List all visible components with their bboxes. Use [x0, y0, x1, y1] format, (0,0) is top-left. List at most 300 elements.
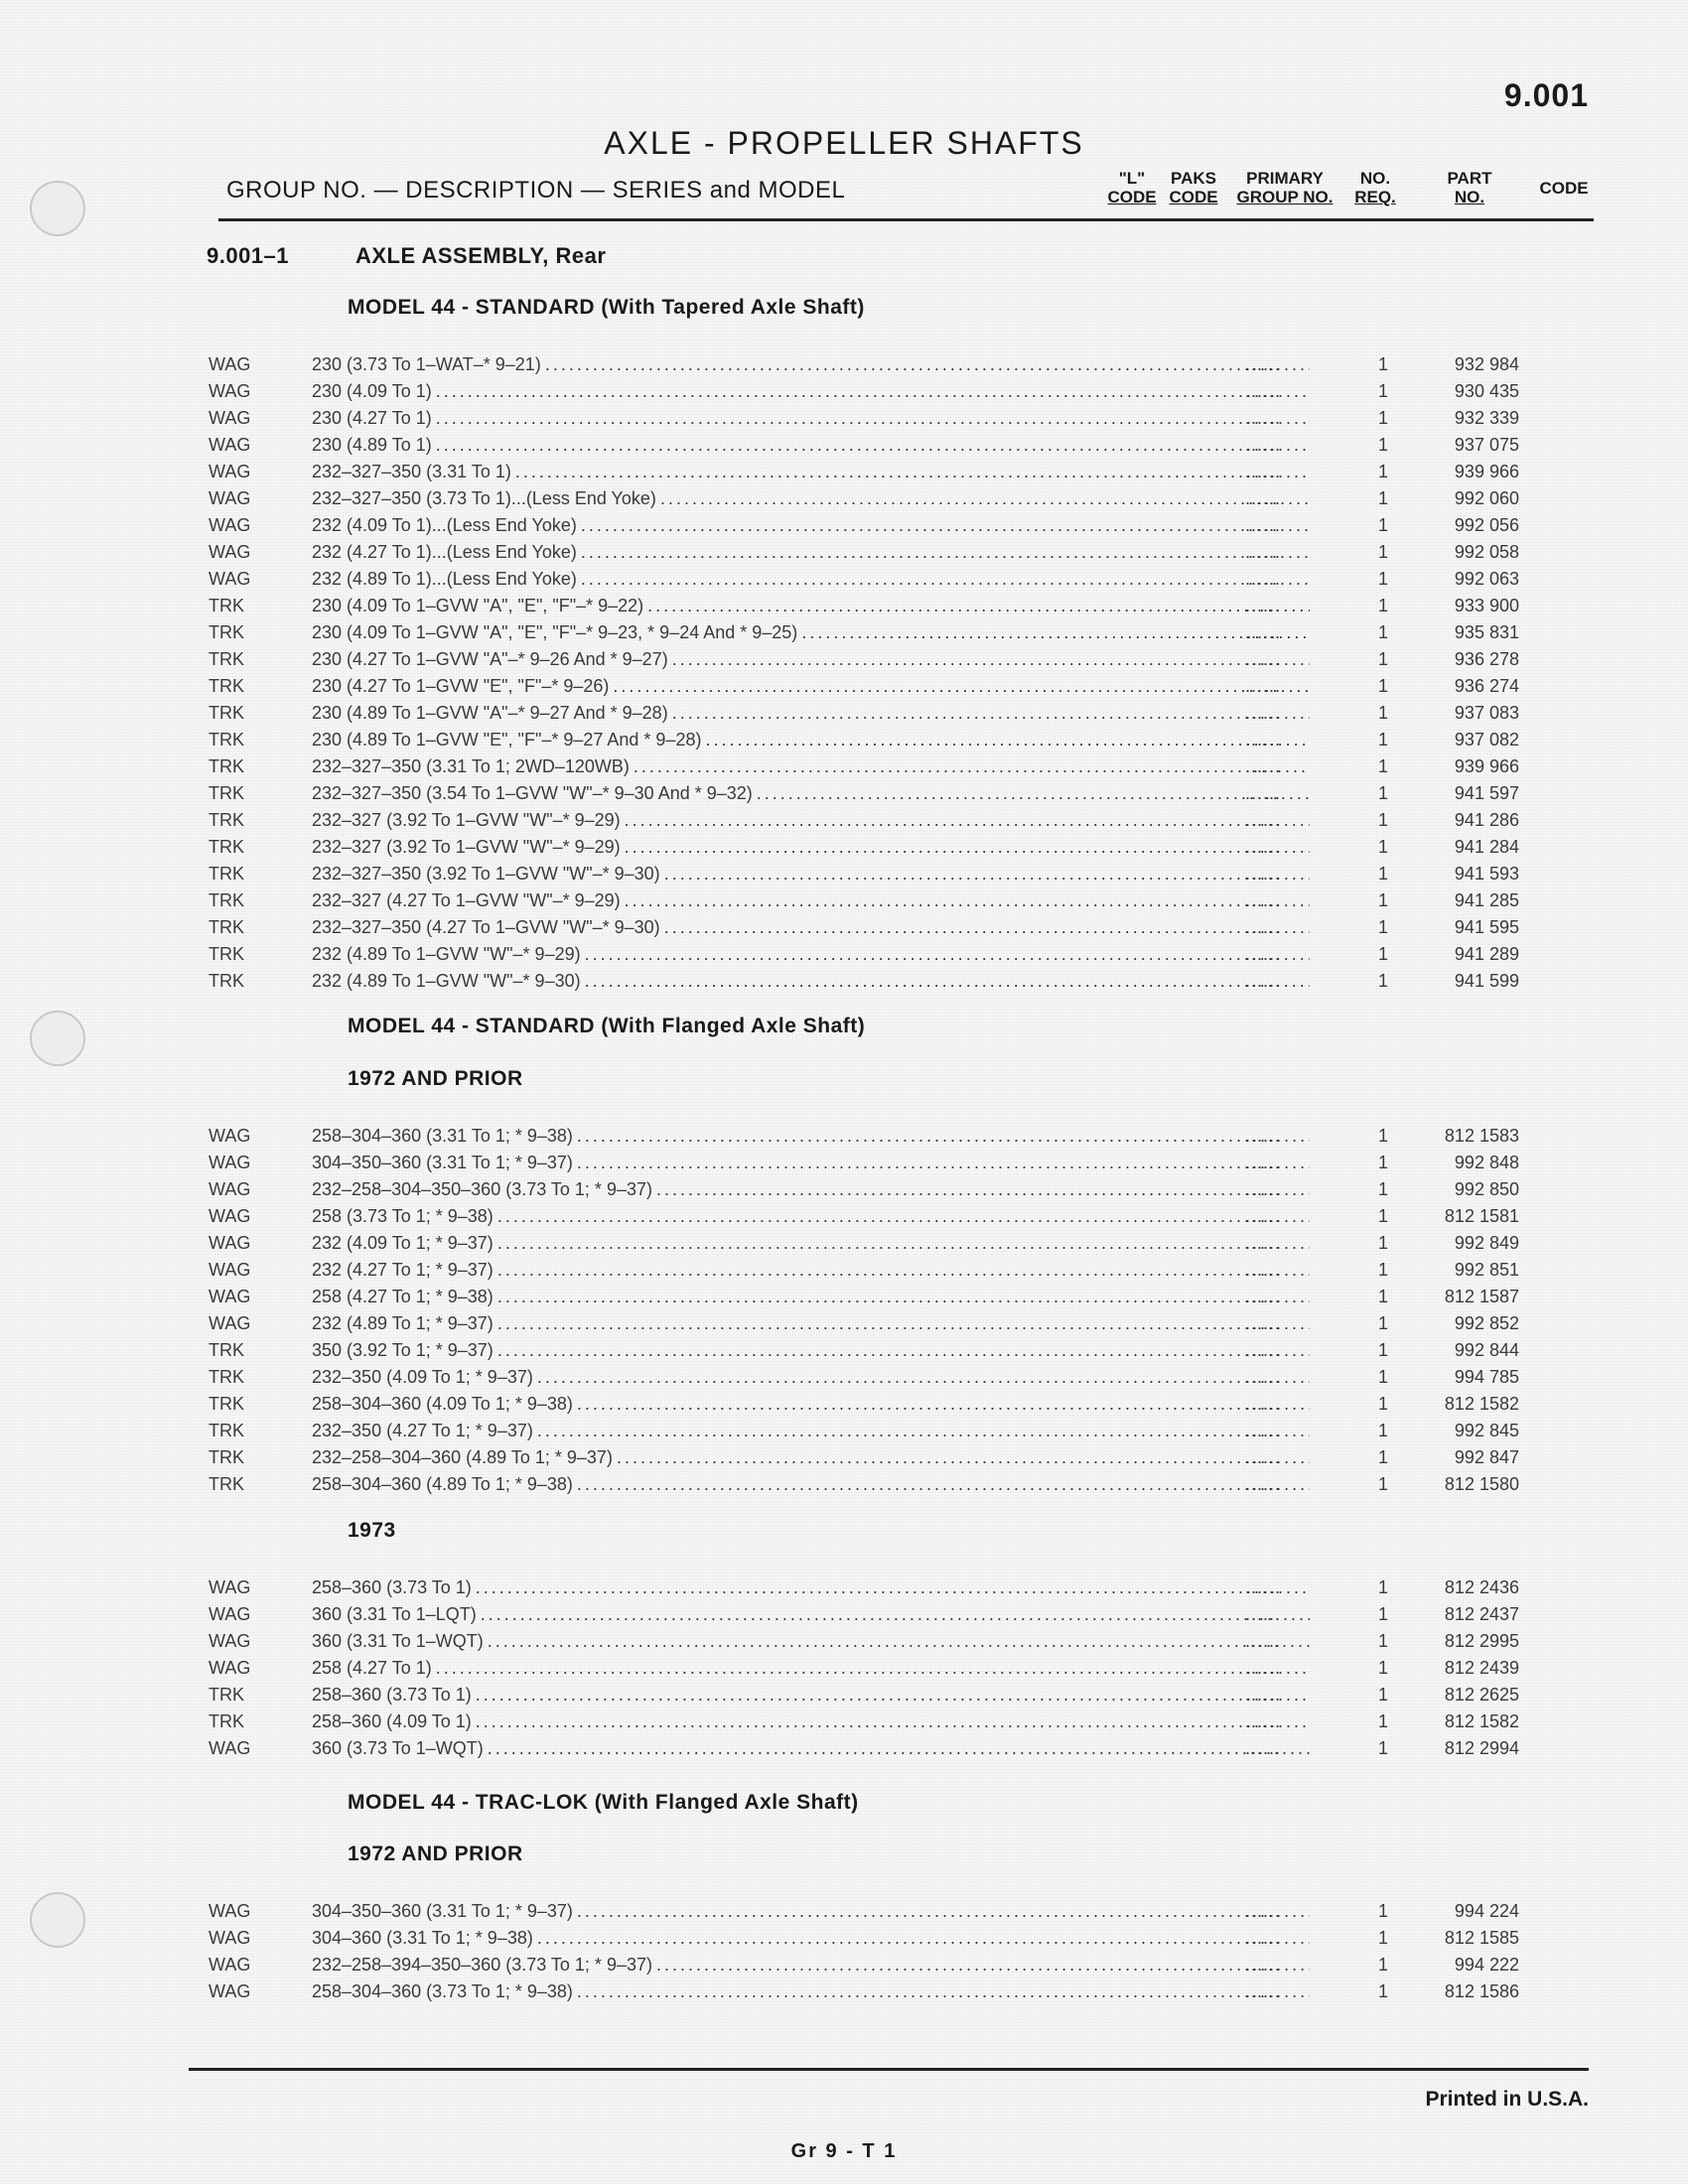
header-l-code: "L" CODE	[1107, 169, 1157, 206]
quantity-cell: 1	[1378, 1340, 1389, 1360]
table-row	[209, 378, 1519, 405]
primary-group-cell: ......	[1245, 676, 1282, 696]
part-number-cell: 812 1582	[1444, 1394, 1519, 1414]
part-number-cell: 992 850	[1454, 1179, 1519, 1199]
table-row	[209, 432, 1519, 459]
description-cell: 304–360 (3.31 To 1; * 9–38) . . .	[312, 1925, 1310, 1952]
primary-group-cell: ......	[1245, 1447, 1282, 1467]
series-cell: TRK	[209, 730, 244, 750]
quantity-cell: 1	[1378, 1367, 1389, 1387]
table-row	[209, 914, 1519, 941]
quantity-cell: 1	[1378, 730, 1389, 750]
quantity-cell: 1	[1378, 596, 1389, 615]
primary-group-cell: ......	[1245, 1685, 1282, 1705]
part-number-cell: 812 2439	[1444, 1658, 1519, 1678]
table-row	[209, 861, 1519, 887]
column-header	[218, 167, 1594, 221]
description-cell: 232 (4.89 To 1; * 9–37) . . .	[312, 1310, 1310, 1337]
table-row	[209, 1898, 1519, 1925]
primary-group-cell: ......	[1245, 622, 1282, 642]
table-row	[209, 1601, 1519, 1628]
primary-group-cell: ......	[1245, 462, 1282, 481]
header-code: CODE	[1539, 179, 1589, 198]
part-number-cell: 812 1585	[1444, 1928, 1519, 1948]
primary-group-cell: ......	[1245, 730, 1282, 750]
part-number-cell: 941 597	[1454, 783, 1519, 803]
primary-group-cell: ......	[1245, 1658, 1282, 1678]
table-row	[209, 1471, 1519, 1498]
series-cell: TRK	[209, 676, 244, 696]
series-cell: WAG	[209, 1738, 251, 1758]
part-number-cell: 939 966	[1454, 756, 1519, 776]
primary-group-cell: ......	[1245, 1577, 1282, 1597]
subsection-title: 1972 AND PRIOR	[348, 1843, 523, 1865]
quantity-cell: 1	[1378, 1287, 1389, 1306]
description-cell: 232 (4.89 To 1)...(Less End Yoke) . . .	[312, 566, 1310, 593]
subsection-title: 1972 AND PRIOR	[348, 1067, 523, 1090]
quantity-cell: 1	[1378, 542, 1389, 562]
quantity-cell: 1	[1378, 756, 1389, 776]
series-cell: WAG	[209, 1233, 251, 1253]
series-cell: WAG	[209, 381, 251, 401]
primary-group-cell: ......	[1245, 971, 1282, 991]
quantity-cell: 1	[1378, 1394, 1389, 1414]
table-row	[209, 941, 1519, 968]
part-number-cell: 994 222	[1454, 1955, 1519, 1975]
quantity-cell: 1	[1378, 1658, 1389, 1678]
part-number-cell: 936 274	[1454, 676, 1519, 696]
series-cell: WAG	[209, 408, 251, 428]
primary-group-cell: ......	[1245, 864, 1282, 884]
description-cell: 232 (4.89 To 1–GVW "W"–* 9–30) . . .	[312, 968, 1310, 995]
part-number-cell: 992 060	[1454, 488, 1519, 508]
description-cell: 232–327–350 (3.92 To 1–GVW "W"–* 9–30) . . .	[312, 861, 1310, 887]
series-cell: WAG	[209, 1901, 251, 1921]
description-cell: 230 (4.09 To 1) . . .	[312, 378, 1310, 405]
series-cell: WAG	[209, 1928, 251, 1948]
part-number-cell: 941 286	[1454, 810, 1519, 830]
quantity-cell: 1	[1378, 381, 1389, 401]
primary-group-cell: ......	[1245, 890, 1282, 910]
series-cell: TRK	[209, 864, 244, 884]
series-cell: WAG	[209, 1153, 251, 1172]
primary-group-cell: ......	[1245, 1153, 1282, 1172]
description-cell: 230 (4.27 To 1) . . .	[312, 405, 1310, 432]
primary-group-cell: ......	[1245, 569, 1282, 589]
primary-group-cell: ......	[1245, 408, 1282, 428]
primary-group-cell: ......	[1245, 1340, 1282, 1360]
quantity-cell: 1	[1378, 1421, 1389, 1440]
description-cell: 230 (4.27 To 1–GVW "A"–* 9–26 And * 9–27) . . .	[312, 646, 1310, 673]
description-cell: 230 (4.09 To 1–GVW "A", "E", "F"–* 9–23, * 9–24 And * 9–25) . . .	[312, 619, 1310, 646]
part-number-cell: 992 056	[1454, 515, 1519, 535]
table-row	[209, 807, 1519, 834]
header-no-req: NO. REQ.	[1354, 169, 1396, 206]
table-row	[209, 1574, 1519, 1601]
table-row	[209, 1203, 1519, 1230]
primary-group-cell: ......	[1245, 649, 1282, 669]
part-number-cell: 812 1581	[1444, 1206, 1519, 1226]
series-cell: TRK	[209, 1367, 244, 1387]
description-cell: 232–327–350 (3.54 To 1–GVW "W"–* 9–30 And * 9–32) . . .	[312, 780, 1310, 807]
part-number-cell: 992 849	[1454, 1233, 1519, 1253]
part-number-cell: 935 831	[1454, 622, 1519, 642]
description-cell: 230 (4.09 To 1–GVW "A", "E", "F"–* 9–22) . . .	[312, 593, 1310, 619]
footer-rule	[189, 2068, 1589, 2071]
page-reference: Gr 9 - T 1	[790, 2140, 898, 2162]
primary-group-cell: ......	[1245, 1711, 1282, 1731]
page-number: 9.001	[1503, 77, 1589, 113]
series-cell: TRK	[209, 756, 244, 776]
series-cell: TRK	[209, 1340, 244, 1360]
primary-group-cell: ......	[1245, 1394, 1282, 1414]
part-number-cell: 936 278	[1454, 649, 1519, 669]
part-number-cell: 992 058	[1454, 542, 1519, 562]
quantity-cell: 1	[1378, 890, 1389, 910]
primary-group-cell: ......	[1245, 1260, 1282, 1280]
quantity-cell: 1	[1378, 1206, 1389, 1226]
description-cell: 258–360 (3.73 To 1) . . .	[312, 1574, 1310, 1601]
series-cell: TRK	[209, 622, 244, 642]
part-number-cell: 992 845	[1454, 1421, 1519, 1440]
description-cell: 230 (4.89 To 1–GVW "A"–* 9–27 And * 9–28) . . .	[312, 700, 1310, 727]
primary-group-cell: ......	[1245, 1233, 1282, 1253]
primary-group-cell: ......	[1245, 810, 1282, 830]
series-cell: WAG	[209, 1658, 251, 1678]
part-number-cell: 932 984	[1454, 354, 1519, 374]
part-number-cell: 937 083	[1454, 703, 1519, 723]
series-cell: WAG	[209, 1206, 251, 1226]
primary-group-cell: ......	[1245, 1313, 1282, 1333]
series-cell: TRK	[209, 837, 244, 857]
part-number-cell: 941 595	[1454, 917, 1519, 937]
description-cell: 230 (4.27 To 1–GVW "E", "F"–* 9–26) . . .	[312, 673, 1310, 700]
primary-group-cell: ......	[1245, 1738, 1282, 1758]
series-cell: WAG	[209, 1313, 251, 1333]
table-row	[209, 619, 1519, 646]
series-cell: TRK	[209, 783, 244, 803]
description-cell: 360 (3.31 To 1–WQT) . . .	[312, 1628, 1310, 1655]
description-cell: 360 (3.31 To 1–LQT) . . .	[312, 1601, 1310, 1628]
description-cell: 230 (4.89 To 1–GVW "E", "F"–* 9–27 And * 9–28) . . .	[312, 727, 1310, 753]
quantity-cell: 1	[1378, 622, 1389, 642]
quantity-cell: 1	[1378, 462, 1389, 481]
description-cell: 230 (3.73 To 1–WAT–* 9–21) . . .	[312, 351, 1310, 378]
primary-group-cell: ......	[1245, 703, 1282, 723]
series-cell: WAG	[209, 1260, 251, 1280]
primary-group-cell: ......	[1245, 1955, 1282, 1975]
quantity-cell: 1	[1378, 1153, 1389, 1172]
description-cell: 258–304–360 (4.89 To 1; * 9–38) . . .	[312, 1471, 1310, 1498]
description-cell: 230 (4.89 To 1) . . .	[312, 432, 1310, 459]
description-cell: 232–350 (4.27 To 1; * 9–37) . . .	[312, 1418, 1310, 1444]
series-cell: WAG	[209, 354, 251, 374]
part-number-cell: 941 285	[1454, 890, 1519, 910]
table-row	[209, 887, 1519, 914]
part-number-cell: 939 966	[1454, 462, 1519, 481]
table-row	[209, 1655, 1519, 1682]
table-row	[209, 1735, 1519, 1762]
description-cell: 258 (3.73 To 1; * 9–38) . . .	[312, 1203, 1310, 1230]
primary-group-cell: ......	[1245, 1474, 1282, 1494]
part-number-cell: 992 848	[1454, 1153, 1519, 1172]
quantity-cell: 1	[1378, 1577, 1389, 1597]
series-cell: TRK	[209, 1685, 244, 1705]
section-title: MODEL 44 - STANDARD (With Flanged Axle Shaft)	[348, 1015, 866, 1037]
table-row	[209, 485, 1519, 512]
description-cell: 304–350–360 (3.31 To 1; * 9–37) . . .	[312, 1898, 1310, 1925]
series-cell: WAG	[209, 1631, 251, 1651]
description-cell: 232–327 (3.92 To 1–GVW "W"–* 9–29) . . .	[312, 807, 1310, 834]
table-row	[209, 1310, 1519, 1337]
quantity-cell: 1	[1378, 569, 1389, 589]
description-cell: 258 (4.27 To 1; * 9–38) . . .	[312, 1284, 1310, 1310]
quantity-cell: 1	[1378, 1685, 1389, 1705]
primary-group-cell: ......	[1245, 381, 1282, 401]
table-row	[209, 1418, 1519, 1444]
table-row	[209, 1391, 1519, 1418]
primary-group-cell: ......	[1245, 783, 1282, 803]
quantity-cell: 1	[1378, 1928, 1389, 1948]
part-number-cell: 994 785	[1454, 1367, 1519, 1387]
primary-group-cell: ......	[1245, 1901, 1282, 1921]
series-cell: WAG	[209, 1577, 251, 1597]
part-number-cell: 992 847	[1454, 1447, 1519, 1467]
series-cell: TRK	[209, 1421, 244, 1440]
table-row	[209, 1230, 1519, 1257]
series-cell: TRK	[209, 890, 244, 910]
series-cell: WAG	[209, 1955, 251, 1975]
description-cell: 258–360 (3.73 To 1) . . .	[312, 1682, 1310, 1708]
description-cell: 258 (4.27 To 1) . . .	[312, 1655, 1310, 1682]
part-number-cell: 812 1586	[1444, 1981, 1519, 2001]
table-row	[209, 593, 1519, 619]
part-number-cell: 941 593	[1454, 864, 1519, 884]
page-title: AXLE - PROPELLER SHAFTS	[604, 125, 1084, 161]
part-number-cell: 994 224	[1454, 1901, 1519, 1921]
description-cell: 232–258–304–360 (4.89 To 1; * 9–37) . . .	[312, 1444, 1310, 1471]
table-row	[209, 1364, 1519, 1391]
quantity-cell: 1	[1378, 676, 1389, 696]
table-row	[209, 1257, 1519, 1284]
primary-group-cell: ......	[1245, 435, 1282, 455]
group-description: AXLE ASSEMBLY, Rear	[355, 243, 607, 268]
part-number-cell: 930 435	[1454, 381, 1519, 401]
header-description: GROUP NO. — DESCRIPTION — SERIES and MODEL	[226, 177, 846, 204]
primary-group-cell: ......	[1245, 488, 1282, 508]
quantity-cell: 1	[1378, 1711, 1389, 1731]
quantity-cell: 1	[1378, 783, 1389, 803]
quantity-cell: 1	[1378, 354, 1389, 374]
series-cell: WAG	[209, 1287, 251, 1306]
section-title: MODEL 44 - STANDARD (With Tapered Axle Shaft)	[348, 296, 865, 319]
quantity-cell: 1	[1378, 1901, 1389, 1921]
part-number-cell: 812 2436	[1444, 1577, 1519, 1597]
table-row	[209, 646, 1519, 673]
description-cell: 258–360 (4.09 To 1) . . .	[312, 1708, 1310, 1735]
description-cell: 232 (4.09 To 1; * 9–37) . . .	[312, 1230, 1310, 1257]
table-row	[209, 512, 1519, 539]
table-row	[209, 1682, 1519, 1708]
header-paks-code: PAKS CODE	[1169, 169, 1218, 206]
table-row	[209, 834, 1519, 861]
quantity-cell: 1	[1378, 917, 1389, 937]
binder-hole	[30, 181, 85, 236]
description-cell: 232 (4.27 To 1)...(Less End Yoke) . . .	[312, 539, 1310, 566]
part-number-cell: 812 1587	[1444, 1287, 1519, 1306]
series-cell: WAG	[209, 1126, 251, 1146]
part-number-cell: 812 2625	[1444, 1685, 1519, 1705]
primary-group-cell: ......	[1245, 1287, 1282, 1306]
table-row	[209, 673, 1519, 700]
quantity-cell: 1	[1378, 1981, 1389, 2001]
primary-group-cell: ......	[1245, 542, 1282, 562]
primary-group-cell: ......	[1245, 354, 1282, 374]
series-cell: TRK	[209, 1711, 244, 1731]
series-cell: WAG	[209, 1604, 251, 1624]
series-cell: TRK	[209, 649, 244, 669]
quantity-cell: 1	[1378, 971, 1389, 991]
primary-group-cell: ......	[1245, 944, 1282, 964]
part-number-cell: 812 1582	[1444, 1711, 1519, 1731]
part-number-cell: 812 2437	[1444, 1604, 1519, 1624]
quantity-cell: 1	[1378, 1955, 1389, 1975]
quantity-cell: 1	[1378, 1631, 1389, 1651]
description-cell: 258–304–360 (4.09 To 1; * 9–38) . . .	[312, 1391, 1310, 1418]
primary-group-cell: ......	[1245, 1421, 1282, 1440]
primary-group-cell: ......	[1245, 1631, 1282, 1651]
table-row	[209, 459, 1519, 485]
part-number-cell: 941 599	[1454, 971, 1519, 991]
table-row	[209, 1444, 1519, 1471]
series-cell: WAG	[209, 1981, 251, 2001]
series-cell: WAG	[209, 515, 251, 535]
primary-group-cell: ......	[1245, 1126, 1282, 1146]
quantity-cell: 1	[1378, 1447, 1389, 1467]
series-cell: TRK	[209, 596, 244, 615]
table-row	[209, 566, 1519, 593]
part-number-cell: 812 1583	[1444, 1126, 1519, 1146]
table-row	[209, 1628, 1519, 1655]
group-number: 9.001–1	[207, 243, 290, 268]
part-number-cell: 937 075	[1454, 435, 1519, 455]
primary-group-cell: ......	[1245, 1179, 1282, 1199]
part-number-cell: 933 900	[1454, 596, 1519, 615]
quantity-cell: 1	[1378, 1604, 1389, 1624]
primary-group-cell: ......	[1245, 837, 1282, 857]
table-row	[209, 539, 1519, 566]
quantity-cell: 1	[1378, 944, 1389, 964]
binder-hole	[30, 1011, 85, 1066]
table-row	[209, 405, 1519, 432]
series-cell: WAG	[209, 569, 251, 589]
part-number-cell: 812 2995	[1444, 1631, 1519, 1651]
primary-group-cell: ......	[1245, 756, 1282, 776]
quantity-cell: 1	[1378, 864, 1389, 884]
binder-hole	[30, 1892, 85, 1948]
quantity-cell: 1	[1378, 837, 1389, 857]
description-cell: 232 (4.89 To 1–GVW "W"–* 9–29) . . .	[312, 941, 1310, 968]
description-cell: 232–327–350 (3.31 To 1; 2WD–120WB) . . .	[312, 753, 1310, 780]
quantity-cell: 1	[1378, 1313, 1389, 1333]
primary-group-cell: ......	[1245, 515, 1282, 535]
part-number-cell: 941 289	[1454, 944, 1519, 964]
primary-group-cell: ......	[1245, 1981, 1282, 2001]
description-cell: 350 (3.92 To 1; * 9–37) . . .	[312, 1337, 1310, 1364]
series-cell: WAG	[209, 462, 251, 481]
quantity-cell: 1	[1378, 703, 1389, 723]
description-cell: 232–258–394–350–360 (3.73 To 1; * 9–37) . . .	[312, 1952, 1310, 1979]
quantity-cell: 1	[1378, 1233, 1389, 1253]
part-number-cell: 992 844	[1454, 1340, 1519, 1360]
description-cell: 232–327 (4.27 To 1–GVW "W"–* 9–29) . . .	[312, 887, 1310, 914]
part-number-cell: 937 082	[1454, 730, 1519, 750]
description-cell: 232 (4.27 To 1; * 9–37) . . .	[312, 1257, 1310, 1284]
quantity-cell: 1	[1378, 1126, 1389, 1146]
quantity-cell: 1	[1378, 1260, 1389, 1280]
description-cell: 258–304–360 (3.73 To 1; * 9–38) . . .	[312, 1979, 1310, 2005]
table-row	[209, 968, 1519, 995]
section-title: MODEL 44 - TRAC-LOK (With Flanged Axle Shaft)	[348, 1791, 859, 1814]
description-cell: 232–327 (3.92 To 1–GVW "W"–* 9–29) . . .	[312, 834, 1310, 861]
quantity-cell: 1	[1378, 408, 1389, 428]
header-part-no: PART NO.	[1447, 169, 1492, 206]
series-cell: TRK	[209, 1474, 244, 1494]
description-cell: 232–350 (4.09 To 1; * 9–37) . . .	[312, 1364, 1310, 1391]
printed-in-usa: Printed in U.S.A.	[1425, 2088, 1589, 2111]
description-cell: 304–350–360 (3.31 To 1; * 9–37) . . .	[312, 1150, 1310, 1176]
quantity-cell: 1	[1378, 1179, 1389, 1199]
table-row	[209, 1284, 1519, 1310]
table-row	[209, 700, 1519, 727]
primary-group-cell: ......	[1245, 1206, 1282, 1226]
series-cell: TRK	[209, 810, 244, 830]
description-cell: 258–304–360 (3.31 To 1; * 9–38) . . .	[312, 1123, 1310, 1150]
description-cell: 232–327–350 (3.31 To 1) . . .	[312, 459, 1310, 485]
part-number-cell: 932 339	[1454, 408, 1519, 428]
table-row	[209, 1925, 1519, 1952]
series-cell: WAG	[209, 1179, 251, 1199]
series-cell: TRK	[209, 1394, 244, 1414]
table-row	[209, 780, 1519, 807]
description-cell: 232–258–304–350–360 (3.73 To 1; * 9–37) . . .	[312, 1176, 1310, 1203]
quantity-cell: 1	[1378, 1738, 1389, 1758]
subsection-title: 1973	[348, 1519, 396, 1542]
quantity-cell: 1	[1378, 649, 1389, 669]
table-row	[209, 1952, 1519, 1979]
quantity-cell: 1	[1378, 488, 1389, 508]
series-cell: TRK	[209, 917, 244, 937]
part-number-cell: 941 284	[1454, 837, 1519, 857]
quantity-cell: 1	[1378, 435, 1389, 455]
quantity-cell: 1	[1378, 1474, 1389, 1494]
part-number-cell: 992 851	[1454, 1260, 1519, 1280]
part-number-cell: 992 063	[1454, 569, 1519, 589]
series-cell: TRK	[209, 703, 244, 723]
header-primary-group: PRIMARY GROUP NO.	[1236, 169, 1334, 206]
table-row	[209, 1123, 1519, 1150]
part-number-cell: 992 852	[1454, 1313, 1519, 1333]
table-row	[209, 351, 1519, 378]
table-row	[209, 727, 1519, 753]
table-row	[209, 1150, 1519, 1176]
quantity-cell: 1	[1378, 810, 1389, 830]
quantity-cell: 1	[1378, 515, 1389, 535]
table-row	[209, 1176, 1519, 1203]
description-cell: 360 (3.73 To 1–WQT) . . .	[312, 1735, 1310, 1762]
part-number-cell: 812 1580	[1444, 1474, 1519, 1494]
table-row	[209, 1708, 1519, 1735]
